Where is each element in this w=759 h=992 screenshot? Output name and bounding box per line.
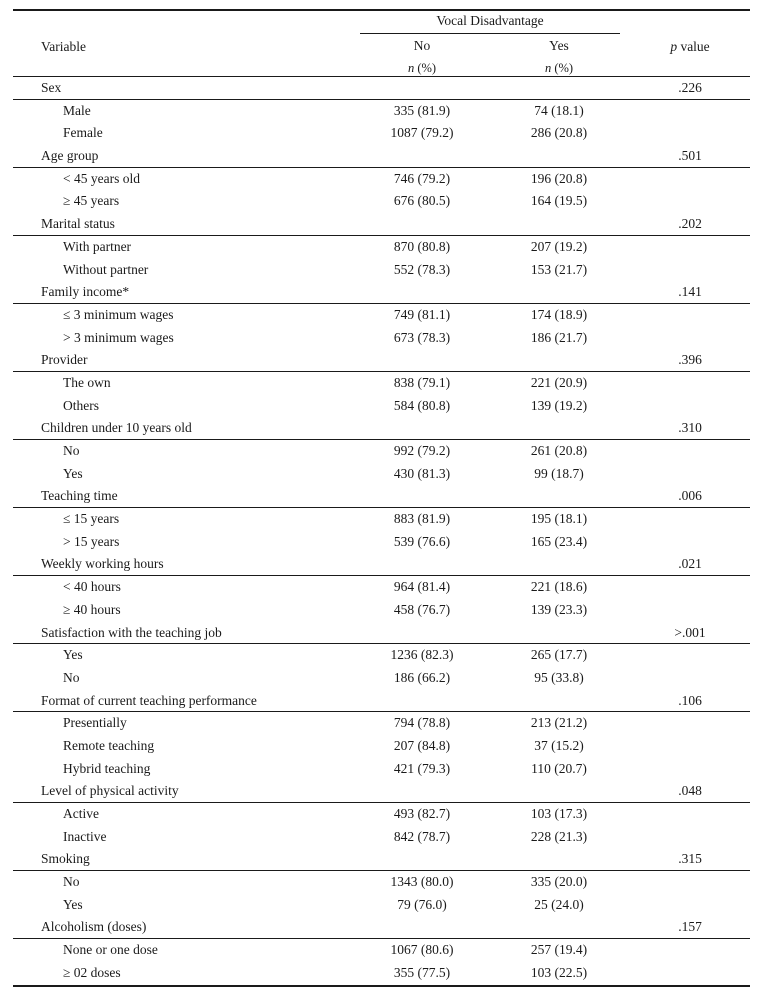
table-row bbox=[13, 803, 750, 826]
category-row bbox=[13, 622, 750, 645]
category-label: Sex bbox=[41, 80, 62, 95]
subcategory-label: No bbox=[63, 874, 80, 890]
category-row bbox=[13, 848, 750, 871]
unit-n: n bbox=[407, 61, 415, 75]
value-no: 870 (80.8) bbox=[393, 238, 451, 254]
value-yes: 103 (17.3) bbox=[530, 806, 588, 821]
category-label: Teaching time bbox=[41, 488, 118, 504]
subcategory-label: No bbox=[63, 669, 80, 685]
category-label: Level of physical activity bbox=[41, 783, 179, 799]
category-label: Age group bbox=[41, 148, 99, 164]
subcategory-label: ≥ 40 hours bbox=[63, 601, 121, 617]
category-row bbox=[13, 77, 750, 100]
value-no: 794 (78.8) bbox=[393, 715, 451, 731]
value-no: 493 (82.7) bbox=[393, 806, 451, 821]
table-row bbox=[13, 168, 750, 191]
value-yes: 207 (19.2) bbox=[530, 238, 588, 254]
table-row bbox=[13, 894, 750, 917]
subcategory-label: < 40 hours bbox=[63, 579, 121, 595]
value-no: 992 (79.2) bbox=[393, 443, 451, 458]
header-col-no: No bbox=[413, 38, 431, 53]
subcategory-label: Inactive bbox=[63, 828, 107, 844]
p-value: >.001 bbox=[674, 624, 706, 640]
subcategory-label: None or one dose bbox=[63, 942, 158, 958]
table-row bbox=[13, 531, 750, 554]
value-no: 883 (81.9) bbox=[393, 511, 451, 527]
header-group-rule bbox=[360, 33, 620, 34]
variable-group bbox=[13, 281, 750, 349]
table-row bbox=[13, 939, 750, 962]
value-no: 430 (81.3) bbox=[393, 465, 451, 481]
table-body bbox=[13, 77, 750, 985]
value-yes: 95 (33.8) bbox=[534, 669, 584, 685]
category-label: Alcoholism (doses) bbox=[41, 919, 147, 935]
subcategory-label: The own bbox=[63, 374, 111, 390]
value-yes: 174 (18.9) bbox=[530, 306, 588, 322]
category-row bbox=[13, 281, 750, 304]
subcategory-label: Active bbox=[63, 806, 99, 821]
value-yes: 139 (23.3) bbox=[530, 601, 588, 617]
subcategory-label: ≥ 45 years bbox=[63, 193, 120, 209]
value-no: 673 (78.3) bbox=[393, 329, 451, 345]
p-value: .021 bbox=[678, 556, 702, 572]
table-row bbox=[13, 644, 750, 667]
value-no: 838 (79.1) bbox=[393, 374, 451, 390]
value-no: 539 (76.6) bbox=[393, 533, 451, 549]
p-symbol: p bbox=[670, 39, 678, 54]
p-value: .141 bbox=[678, 284, 702, 300]
category-label: Marital status bbox=[41, 216, 115, 232]
subcategory-label: Hybrid teaching bbox=[63, 760, 151, 776]
header-unit-yes bbox=[509, 61, 609, 76]
value-no: 79 (76.0) bbox=[397, 896, 447, 912]
unit-pct: (%) bbox=[551, 61, 574, 75]
table-row bbox=[13, 122, 750, 145]
value-no: 552 (78.3) bbox=[393, 261, 451, 277]
header-unit-no bbox=[372, 61, 472, 76]
subcategory-label: Yes bbox=[63, 647, 83, 663]
subcategory-label: Male bbox=[63, 102, 91, 118]
subcategory-label: Others bbox=[63, 397, 99, 413]
value-yes: 186 (21.7) bbox=[530, 329, 588, 345]
category-row bbox=[13, 145, 750, 168]
table-row bbox=[13, 259, 750, 282]
p-value-text: value bbox=[677, 39, 710, 54]
subcategory-label: With partner bbox=[63, 238, 132, 254]
variable-group bbox=[13, 349, 750, 417]
value-no: 186 (66.2) bbox=[393, 669, 451, 685]
category-row bbox=[13, 213, 750, 236]
header-col-yes: Yes bbox=[549, 38, 569, 53]
category-row bbox=[13, 780, 750, 803]
table-row bbox=[13, 395, 750, 418]
value-yes: 265 (17.7) bbox=[530, 647, 588, 663]
table-row bbox=[13, 871, 750, 894]
value-yes: 196 (20.8) bbox=[530, 170, 588, 186]
table-row bbox=[13, 304, 750, 327]
table-row bbox=[13, 236, 750, 259]
category-label: Smoking bbox=[41, 851, 90, 867]
value-yes: 103 (22.5) bbox=[530, 964, 588, 980]
table-row bbox=[13, 962, 750, 985]
value-yes: 257 (19.4) bbox=[530, 942, 588, 958]
value-no: 676 (80.5) bbox=[393, 193, 451, 209]
subcategory-label: < 45 years old bbox=[63, 170, 140, 186]
subcategory-label: Presentially bbox=[63, 715, 127, 731]
header-p-value bbox=[640, 39, 740, 55]
table-row bbox=[13, 599, 750, 622]
subcategory-label: Remote teaching bbox=[63, 737, 155, 753]
table-row bbox=[13, 372, 750, 395]
value-no: 1236 (82.3) bbox=[390, 647, 454, 663]
table-row bbox=[13, 463, 750, 486]
value-yes: 195 (18.1) bbox=[530, 511, 588, 527]
value-yes: 261 (20.8) bbox=[530, 443, 588, 458]
value-yes: 228 (21.3) bbox=[530, 828, 588, 844]
subcategory-label: Yes bbox=[63, 465, 83, 481]
value-no: 842 (78.7) bbox=[393, 828, 451, 844]
category-row bbox=[13, 916, 750, 939]
category-row bbox=[13, 417, 750, 440]
value-yes: 164 (19.5) bbox=[530, 193, 588, 209]
table-row bbox=[13, 190, 750, 213]
subcategory-label: > 3 minimum wages bbox=[63, 329, 174, 345]
p-value: .226 bbox=[678, 80, 702, 95]
value-no: 207 (84.8) bbox=[393, 737, 451, 753]
category-label: Provider bbox=[41, 352, 88, 368]
value-yes: 74 (18.1) bbox=[534, 102, 584, 118]
subcategory-label: ≤ 15 years bbox=[63, 511, 120, 527]
table-row bbox=[13, 327, 750, 350]
value-yes: 213 (21.2) bbox=[530, 715, 588, 731]
p-value: .501 bbox=[678, 148, 702, 164]
value-no: 1343 (80.0) bbox=[390, 874, 454, 890]
table-row bbox=[13, 735, 750, 758]
variable-group bbox=[13, 417, 750, 485]
p-value: .006 bbox=[678, 488, 702, 504]
value-yes: 221 (18.6) bbox=[530, 579, 588, 595]
p-value: .310 bbox=[678, 420, 702, 436]
value-no: 1087 (79.2) bbox=[390, 125, 454, 141]
header-variable: Variable bbox=[41, 39, 86, 54]
p-value: .106 bbox=[678, 692, 702, 708]
table-row bbox=[13, 440, 750, 463]
subcategory-label: Yes bbox=[63, 896, 83, 912]
value-no: 749 (81.1) bbox=[393, 306, 451, 322]
subcategory-label: No bbox=[63, 443, 80, 458]
value-yes: 153 (21.7) bbox=[530, 261, 588, 277]
subcategory-label: ≥ 02 doses bbox=[63, 964, 121, 980]
vocal-disadvantage-table bbox=[13, 9, 750, 987]
value-no: 964 (81.4) bbox=[393, 579, 451, 595]
subcategory-label: > 15 years bbox=[63, 533, 120, 549]
variable-group bbox=[13, 690, 750, 781]
header-vocal-disadvantage: Vocal Disadvantage bbox=[436, 13, 544, 28]
value-yes: 335 (20.0) bbox=[530, 874, 588, 890]
value-no: 1067 (80.6) bbox=[390, 942, 454, 958]
table-row bbox=[13, 508, 750, 531]
p-value: .202 bbox=[678, 216, 702, 232]
variable-group bbox=[13, 848, 750, 916]
category-row bbox=[13, 553, 750, 576]
unit-pct: (%) bbox=[414, 61, 437, 75]
variable-group bbox=[13, 916, 750, 984]
subcategory-label: Without partner bbox=[63, 261, 149, 277]
subcategory-label: ≤ 3 minimum wages bbox=[63, 306, 174, 322]
p-value: .157 bbox=[678, 919, 702, 935]
value-no: 355 (77.5) bbox=[393, 964, 451, 980]
variable-group bbox=[13, 485, 750, 553]
category-label: Format of current teaching performance bbox=[41, 692, 257, 708]
table-row bbox=[13, 667, 750, 690]
category-label: Satisfaction with the teaching job bbox=[41, 624, 222, 640]
value-no: 335 (81.9) bbox=[393, 102, 451, 118]
value-yes: 286 (20.8) bbox=[530, 125, 588, 141]
category-row bbox=[13, 690, 750, 713]
value-no: 458 (76.7) bbox=[393, 601, 451, 617]
variable-group bbox=[13, 780, 750, 848]
value-yes: 99 (18.7) bbox=[534, 465, 584, 481]
table-row bbox=[13, 758, 750, 781]
category-label: Family income* bbox=[41, 284, 130, 300]
value-yes: 25 (24.0) bbox=[534, 896, 584, 912]
subcategory-label: Female bbox=[63, 125, 103, 141]
table-header bbox=[13, 11, 750, 77]
table-row bbox=[13, 576, 750, 599]
value-yes: 221 (20.9) bbox=[530, 374, 588, 390]
variable-group bbox=[13, 213, 750, 281]
table-bottom-rule bbox=[13, 985, 750, 987]
category-row bbox=[13, 485, 750, 508]
value-no: 584 (80.8) bbox=[393, 397, 451, 413]
p-value: .396 bbox=[678, 352, 702, 368]
table-row bbox=[13, 712, 750, 735]
variable-group bbox=[13, 77, 750, 145]
category-row bbox=[13, 349, 750, 372]
table-row bbox=[13, 100, 750, 123]
value-yes: 165 (23.4) bbox=[530, 533, 588, 549]
value-yes: 110 (20.7) bbox=[531, 760, 587, 776]
value-yes: 37 (15.2) bbox=[534, 737, 584, 753]
category-label: Weekly working hours bbox=[41, 556, 164, 572]
p-value: .315 bbox=[678, 851, 702, 867]
category-label: Children under 10 years old bbox=[41, 420, 192, 436]
p-value: .048 bbox=[678, 783, 702, 799]
variable-group bbox=[13, 145, 750, 213]
variable-group bbox=[13, 553, 750, 621]
value-yes: 139 (19.2) bbox=[530, 397, 588, 413]
table-row bbox=[13, 826, 750, 849]
value-no: 746 (79.2) bbox=[393, 170, 451, 186]
variable-group bbox=[13, 622, 750, 690]
value-no: 421 (79.3) bbox=[393, 760, 451, 776]
unit-n: n bbox=[544, 61, 552, 75]
